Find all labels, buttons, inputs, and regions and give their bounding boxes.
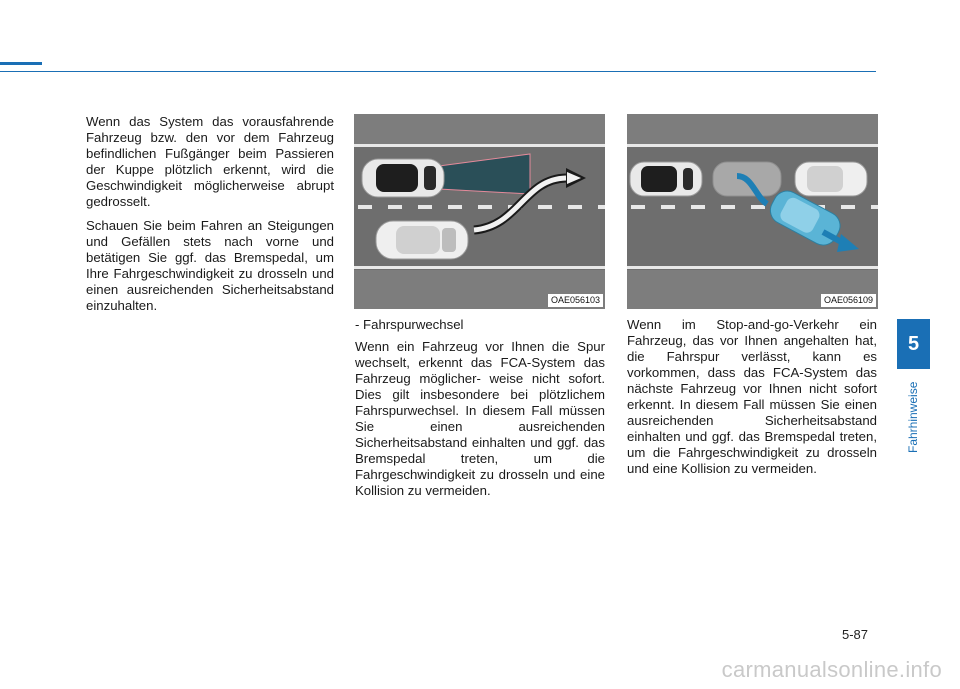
lane-change-figure [354, 114, 605, 309]
figure-code: OAE056109 [821, 294, 876, 307]
page-number: 5-87 [842, 627, 869, 642]
left-text-column [86, 114, 334, 322]
header-rule [0, 71, 876, 72]
chapter-tab: 5 [897, 319, 930, 369]
chapter-name: Fahrhinweise [906, 381, 920, 453]
paragraph: Wenn das System das vorausfahrende Fahrzeug bzw. den vor dem Fahrzeug befindlichen Fußgänger beim Passieren der Kuppe plötzlich erkennt, wird die Geschwindigkeit möglicherweise abrupt gedrosselt. [86, 114, 334, 209]
header-accent-bar [0, 62, 42, 65]
paragraph: Schauen Sie beim Fahren an Steigungen und Gefällen stets nach vorne und betätigen Sie ggf. das Bremspedal, um Ihre Fahrgeschwindigkeit zu drosseln und einen ausreichenden Sicherheitsabstand einzuhalten. [86, 218, 334, 313]
right-text-column [627, 317, 877, 485]
middle-text-column [355, 317, 605, 507]
section-heading: - Fahrspurwechsel [355, 317, 464, 332]
lane-change-diagram-icon [354, 114, 605, 309]
figure-code: OAE056103 [548, 294, 603, 307]
paragraph: Wenn im Stop-and-go-Verkehr ein Fahrzeug, das vor Ihnen angehalten hat, die Fahrspur verlässt, kann es vorkommen, dass das FCA-System das nächste Fahrzeug vor Ihnen nicht sofort erkennt. In diesem Fall müssen Sie einen ausreichenden Sicherheitsabstand einhalten und ggf. das Bremspedal treten, um die Fahrgeschwindigkeit zu drosseln und eine Kollision zu vermeiden. [627, 317, 877, 476]
stop-and-go-diagram-icon [627, 114, 878, 309]
watermark: carmanualsonline.info [721, 657, 942, 682]
paragraph: Wenn ein Fahrzeug vor Ihnen die Spur wechselt, erkennt das FCA-System das Fahrzeug möglicher- weise nicht sofort. Dies gilt insbesondere bei plötzlichem Fahrspurwechsel. In diesem Fall müssen Sie einen ausreichenden Sicherheitsabstand einhalten und ggf. das Bremspedal treten, um die Fahrgeschwindigkeit zu drosseln und eine Kollision zu vermeiden. [355, 339, 605, 498]
stop-and-go-figure [627, 114, 878, 309]
